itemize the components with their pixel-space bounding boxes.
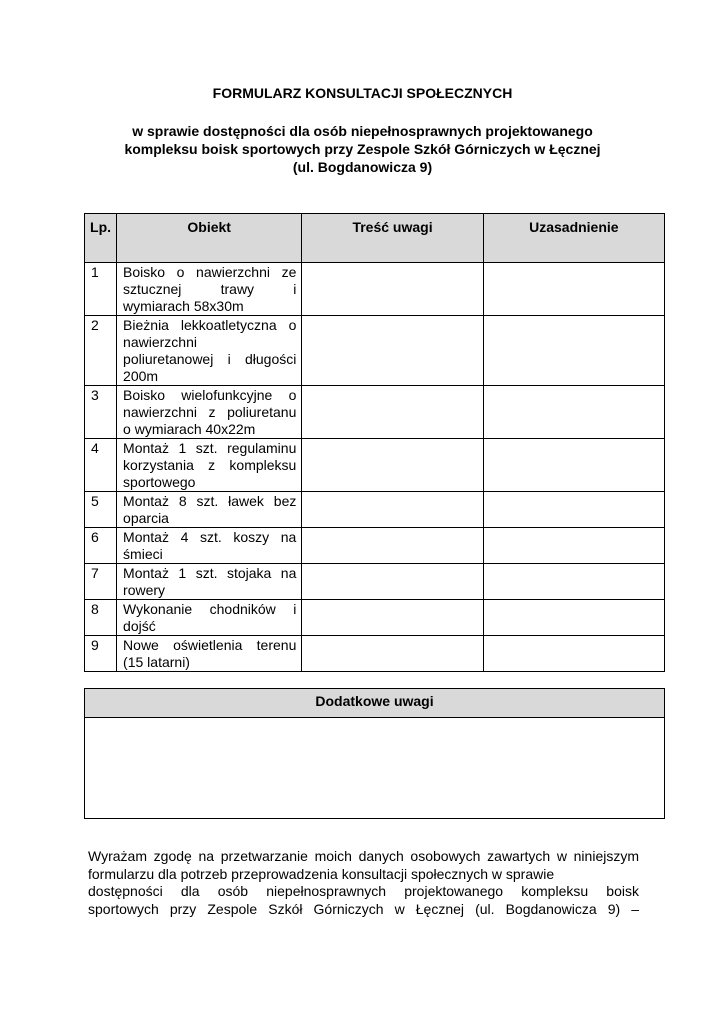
remark-content-field[interactable] xyxy=(302,600,483,636)
object-description-line: Montaż 4 szt. koszy na xyxy=(123,529,297,545)
justification-field[interactable] xyxy=(483,386,664,439)
table-row xyxy=(85,564,665,600)
remark-content-field[interactable] xyxy=(302,263,483,316)
justification-field[interactable] xyxy=(483,439,664,492)
consultation-table xyxy=(84,213,665,672)
justification-field[interactable] xyxy=(483,528,664,564)
row-number: 5 xyxy=(85,492,117,528)
object-description xyxy=(117,263,302,316)
object-description xyxy=(117,636,302,672)
row-number: 9 xyxy=(85,636,117,672)
object-description-line: Boisko o nawierzchni ze xyxy=(123,264,297,280)
object-description-line: poliuretanowej i długości xyxy=(123,351,297,367)
object-description xyxy=(117,439,302,492)
object-description xyxy=(117,386,302,439)
subtitle-line: (ul. Bogdanowicza 9) xyxy=(292,159,433,175)
object-description-line: Montaż 1 szt. stojaka na xyxy=(123,565,297,581)
table-row xyxy=(85,600,665,636)
table-header-row xyxy=(85,214,665,263)
object-description-line: Montaż 1 szt. regulaminu xyxy=(123,440,297,456)
object-description-line: śmieci xyxy=(123,546,163,562)
consent-line: sportowych przy Zespole Szkół Górniczych w Łęcznej (ul. Bogdanowicza 9) – xyxy=(88,900,639,917)
row-number: 8 xyxy=(85,600,117,636)
justification-field[interactable] xyxy=(483,600,664,636)
row-number: 2 xyxy=(85,316,117,386)
object-description-line: rowery xyxy=(123,582,166,598)
additional-remarks-header: Dodatkowe uwagi xyxy=(85,689,665,718)
consent-statement xyxy=(88,848,639,918)
table-row xyxy=(85,439,665,492)
header-uzasadnienie: Uzasadnienie xyxy=(483,214,664,263)
remark-content-field[interactable] xyxy=(302,564,483,600)
remark-content-field[interactable] xyxy=(302,636,483,672)
object-description-line: oparcia xyxy=(123,510,169,526)
object-description-line: dojść xyxy=(123,618,156,634)
justification-field[interactable] xyxy=(483,564,664,600)
remark-content-field[interactable] xyxy=(302,386,483,439)
row-number: 1 xyxy=(85,263,117,316)
row-number: 6 xyxy=(85,528,117,564)
consent-line: formularzu dla potrzeb przeprowadzenia konsultacji społecznych w sprawie xyxy=(88,865,555,882)
header-tresc-uwagi: Treść uwagi xyxy=(302,214,483,263)
object-description-line: nawierzchni z poliuretanu xyxy=(123,404,297,420)
object-description-line: o wymiarach 40x22m xyxy=(123,421,256,437)
header-obiekt: Obiekt xyxy=(117,214,302,263)
row-number: 3 xyxy=(85,386,117,439)
object-description xyxy=(117,600,302,636)
object-description-line: Montaż 8 szt. ławek bez xyxy=(123,493,297,509)
form-title: FORMULARZ KONSULTACJI SPOŁECZNYCH xyxy=(212,85,513,101)
additional-remarks-table xyxy=(84,688,665,819)
object-description-line: 200m xyxy=(123,368,159,384)
remark-content-field[interactable] xyxy=(302,492,483,528)
remark-content-field[interactable] xyxy=(302,316,483,386)
object-description xyxy=(117,316,302,386)
consent-line: dostępności dla osób niepełnosprawnych projektowanego kompleksu boisk xyxy=(88,883,639,899)
remark-content-field[interactable] xyxy=(302,439,483,492)
table-row xyxy=(85,492,665,528)
table-row xyxy=(85,316,665,386)
object-description xyxy=(117,492,302,528)
object-description xyxy=(117,528,302,564)
remark-content-field[interactable] xyxy=(302,528,483,564)
object-description-line: Bieżnia lekkoatletyczna o xyxy=(123,317,297,333)
consent-line: Wyrażam zgodę na przetwarzanie moich danych osobowych zawartych w niniejszym xyxy=(88,848,639,864)
table-row xyxy=(85,528,665,564)
object-description-line: Boisko wielofunkcyjne o xyxy=(123,387,297,403)
table-row xyxy=(85,263,665,316)
justification-field[interactable] xyxy=(483,316,664,386)
object-description-line: (15 latarni) xyxy=(123,654,190,670)
subtitle-line: kompleksu boisk sportowych przy Zespole Szkół Górniczych w Łęcznej xyxy=(124,141,601,157)
object-description-line: korzystania z kompleksu xyxy=(123,457,297,473)
table-row xyxy=(85,636,665,672)
header-lp: Lp. xyxy=(85,214,117,263)
row-number: 4 xyxy=(85,439,117,492)
table-row xyxy=(85,386,665,439)
justification-field[interactable] xyxy=(483,263,664,316)
justification-field[interactable] xyxy=(483,492,664,528)
object-description-line: sportowego xyxy=(123,474,196,490)
object-description xyxy=(117,564,302,600)
object-description-line: nawierzchni xyxy=(123,334,197,350)
object-description-line: sztucznej trawy i xyxy=(123,281,297,297)
object-description-line: Wykonanie chodników i xyxy=(123,601,297,617)
object-description-line: wymiarach 58x30m xyxy=(123,298,244,314)
subtitle-line: w sprawie dostępności dla osób niepełnosprawnych projektowanego xyxy=(132,123,593,139)
justification-field[interactable] xyxy=(483,636,664,672)
form-subtitle xyxy=(0,122,725,176)
additional-remarks-field[interactable] xyxy=(85,718,665,819)
object-description-line: Nowe oświetlenia terenu xyxy=(123,637,297,653)
row-number: 7 xyxy=(85,564,117,600)
